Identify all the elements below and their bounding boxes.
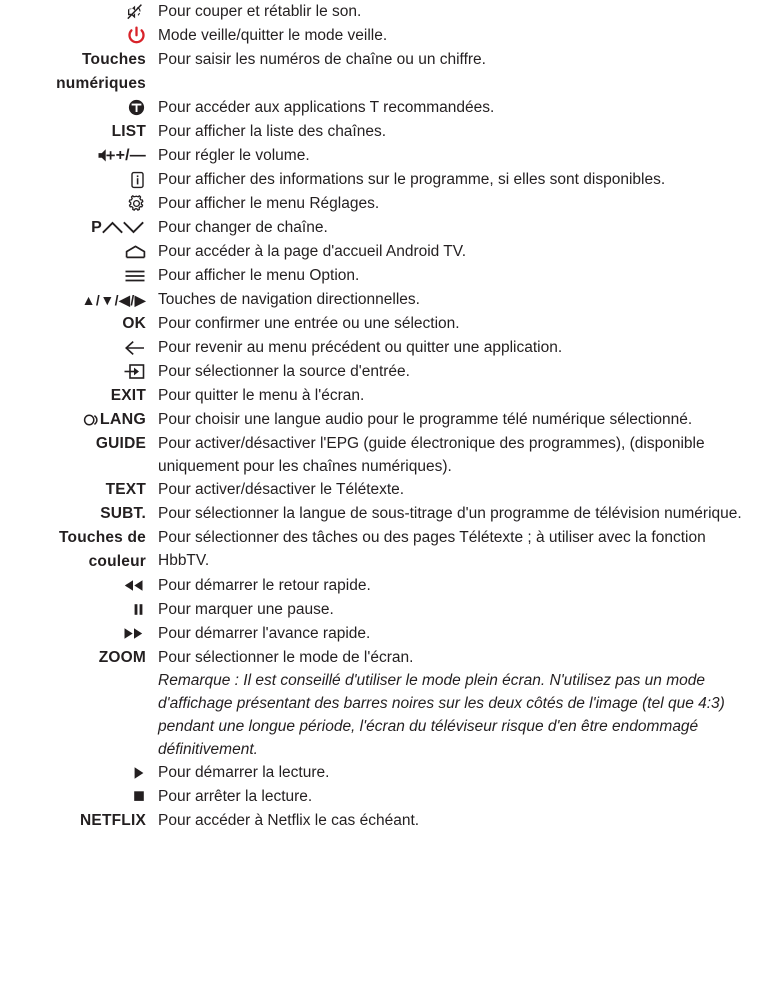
key-cell-colour-keys: Touches de couleur [59, 529, 146, 570]
spacer [146, 264, 158, 288]
stop-icon [132, 790, 146, 803]
key-cell-pause [0, 598, 146, 622]
key-cell-numeric-keys: Touches numériques [56, 51, 146, 92]
description: Pour revenir au menu précédent ou quitter une application. [158, 339, 563, 356]
table-row [0, 0, 760, 24]
description: Pour confirmer une entrée ou une sélection. [158, 315, 460, 332]
spacer [146, 96, 158, 120]
spacer [146, 809, 158, 833]
table-row [0, 809, 760, 833]
description: Pour activer/désactiver l'EPG (guide électronique des programmes), (disponible uniquement pour les chaînes numériques). [158, 435, 705, 475]
table-row [0, 408, 760, 432]
spacer [146, 478, 158, 502]
description: Pour saisir les numéros de chaîne ou un chiffre. [158, 51, 486, 68]
spacer [146, 761, 158, 785]
table-row [0, 48, 760, 96]
spacer [146, 646, 158, 761]
description: Pour afficher le menu Option. [158, 267, 360, 284]
play-icon [131, 766, 146, 780]
key-cell-list: LIST [111, 123, 146, 140]
description: Pour couper et rétablir le son. [158, 3, 362, 20]
description: Mode veille/quitter le mode veille. [158, 27, 388, 44]
description: Pour sélectionner des tâches ou des pages Télétexte ; à utiliser avec la fonction HbbTV. [158, 529, 706, 569]
spacer [146, 48, 158, 96]
key-cell-exit: EXIT [110, 387, 146, 404]
table-row [0, 240, 760, 264]
description: Pour afficher le menu Réglages. [158, 195, 380, 212]
key-cell-play [0, 761, 146, 785]
description: Pour accéder aux applications T recommandées. [158, 99, 495, 116]
spacer [146, 216, 158, 240]
table-row [0, 526, 760, 574]
table-row [0, 120, 760, 144]
key-cell-zoom: ZOOM [98, 649, 146, 666]
audio-lang-icon [83, 413, 100, 427]
key-cell-stop [0, 785, 146, 809]
key-cell-program [0, 216, 146, 240]
spacer [146, 120, 158, 144]
description-with-note [158, 646, 760, 761]
key-cell-subtitle: SUBT. [100, 505, 146, 522]
settings-gear-icon [127, 194, 146, 213]
key-cell-volume [0, 144, 146, 168]
description: Pour choisir une langue audio pour le programme télé numérique sélectionné. [158, 411, 693, 428]
table-row [0, 432, 760, 478]
spacer [146, 360, 158, 384]
table-row [0, 312, 760, 336]
spacer [146, 574, 158, 598]
description: Pour démarrer le retour rapide. [158, 577, 371, 594]
description: Pour marquer une pause. [158, 601, 334, 618]
key-label: LANG [99, 410, 146, 428]
key-cell-input-source [0, 360, 146, 384]
description: Pour accéder à la page d'accueil Android TV. [158, 243, 467, 260]
spacer [146, 384, 158, 408]
key-cell-home [0, 240, 146, 264]
spacer [146, 502, 158, 526]
key-cell-audio-language [0, 408, 146, 432]
zoom-note: Remarque : Il est conseillé d'utiliser le mode plein écran. N'utilisez pas un mode d'affichage présentant des barres noires sur les deux côtés de l'image (tel que 4:3) pendant une longue période, l'écran du téléviseur risque d'en être endommagé définitivement. [158, 672, 725, 758]
key-cell-fast-forward [0, 622, 146, 646]
description: Pour arrêter la lecture. [158, 788, 313, 805]
description: Pour afficher la liste des chaînes. [158, 123, 387, 140]
program-up-down-icon [102, 220, 146, 235]
t-circle-icon [127, 98, 146, 117]
description: Pour afficher des informations sur le programme, si elles sont disponibles. [158, 171, 666, 188]
description: Pour sélectionner la langue de sous-titrage d'un programme de télévision numérique. [158, 505, 742, 522]
spacer [146, 288, 158, 312]
key-label: P [91, 218, 102, 236]
volume-plus-minus-icon [97, 147, 116, 164]
spacer [146, 144, 158, 168]
description: Pour sélectionner le mode de l'écran. [158, 649, 414, 666]
pause-icon [131, 603, 146, 616]
spacer [146, 192, 158, 216]
key-cell-text: TEXT [105, 481, 146, 498]
key-cell-info [0, 168, 146, 192]
description: Pour quitter le menu à l'écran. [158, 387, 365, 404]
key-cell-option-menu [0, 264, 146, 288]
input-source-icon [123, 363, 146, 380]
spacer [146, 312, 158, 336]
spacer [146, 24, 158, 48]
direction-arrows-icon: ▲/▼/◀/▶ [81, 292, 146, 308]
key-cell-ok: OK [122, 315, 146, 332]
table-row [0, 785, 760, 809]
spacer [146, 168, 158, 192]
home-icon [125, 245, 146, 259]
spacer [146, 240, 158, 264]
spacer [146, 526, 158, 574]
description: Pour activer/désactiver le Télétexte. [158, 481, 405, 498]
description: Pour sélectionner la source d'entrée. [158, 363, 410, 380]
description: Pour démarrer l'avance rapide. [158, 625, 371, 642]
table-row [0, 144, 760, 168]
key-label: +/— [115, 146, 146, 164]
fast-forward-icon [121, 627, 146, 640]
table-row [0, 192, 760, 216]
table-row [0, 168, 760, 192]
mute-icon [126, 3, 146, 21]
description: Pour changer de chaîne. [158, 219, 328, 236]
key-cell-mute [0, 0, 146, 24]
table-row [0, 264, 760, 288]
key-cell-direction-arrows [0, 288, 146, 312]
spacer [146, 432, 158, 478]
description: Touches de navigation directionnelles. [158, 291, 420, 308]
key-cell-netflix: NETFLIX [80, 812, 146, 829]
table-row [0, 96, 760, 120]
description: Pour démarrer la lecture. [158, 764, 330, 781]
key-cell-t-apps [0, 96, 146, 120]
table-row [0, 216, 760, 240]
key-cell-back [0, 336, 146, 360]
key-cell-power [0, 24, 146, 48]
spacer [146, 0, 158, 24]
table-row [0, 646, 760, 761]
info-icon [129, 171, 146, 189]
table-row [0, 574, 760, 598]
table-row [0, 360, 760, 384]
table-row [0, 336, 760, 360]
table-row [0, 24, 760, 48]
table-row [0, 598, 760, 622]
power-standby-icon [127, 26, 146, 46]
table-row [0, 384, 760, 408]
table-row [0, 502, 760, 526]
table-row [0, 288, 760, 312]
table-row [0, 761, 760, 785]
key-cell-guide: GUIDE [95, 435, 146, 452]
spacer [146, 785, 158, 809]
spacer [146, 622, 158, 646]
spacer [146, 336, 158, 360]
description: Pour accéder à Netflix le cas échéant. [158, 812, 420, 829]
key-cell-rewind [0, 574, 146, 598]
back-arrow-icon [124, 340, 146, 356]
table-row [0, 478, 760, 502]
key-cell-settings [0, 192, 146, 216]
rewind-icon [121, 579, 146, 592]
spacer [146, 598, 158, 622]
menu-hamburger-icon [124, 269, 146, 283]
description: Pour régler le volume. [158, 147, 310, 164]
spacer [146, 408, 158, 432]
table-row [0, 622, 760, 646]
